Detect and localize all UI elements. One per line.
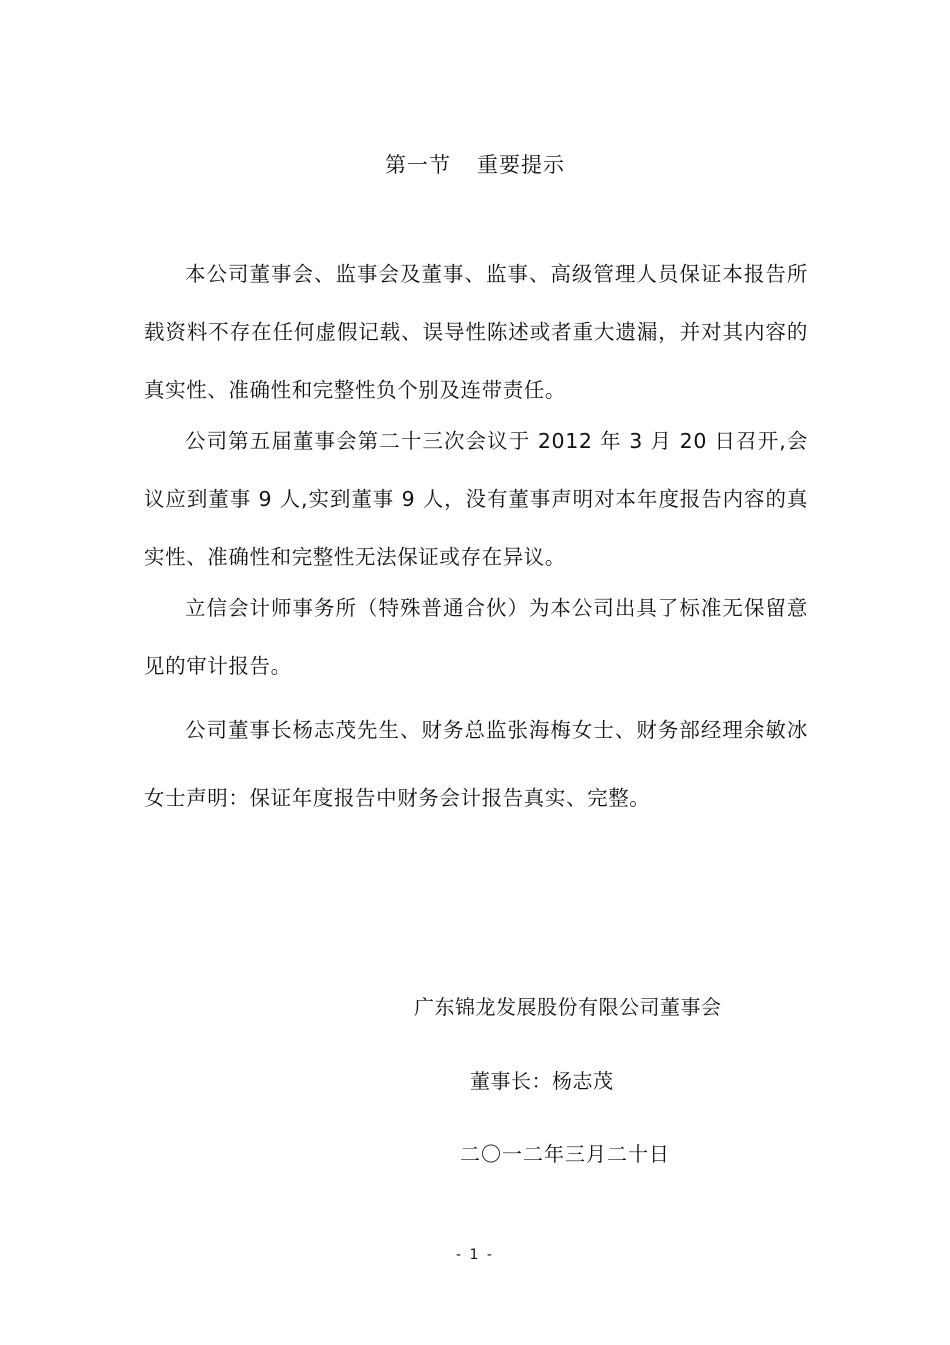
- signature-company: 广东锦龙发展股份有限公司董事会: [414, 995, 722, 1019]
- signature-date: 二〇一二年三月二十日: [460, 1142, 670, 1166]
- section-title: 重要提示: [477, 153, 565, 177]
- paragraph-board-meeting: 公司第五届董事会第二十三次会议于 2012 年 3 月 20 日召开,会议应到董事 9 人,实到董事 9 人，没有董事声明对本年度报告内容的真实性、准确性和完整性无法保证或存在异议。: [144, 429, 808, 569]
- paragraph-responsibility-statement: 本公司董事会、监事会及董事、监事、高级管理人员保证本报告所载资料不存在任何虚假记载、误导性陈述或者重大遗漏，并对其内容的真实性、准确性和完整性负个别及连带责任。: [144, 262, 808, 402]
- page-number: - 1 -: [456, 1247, 494, 1263]
- paragraph-financial-declaration: 公司董事长杨志茂先生、财务总监张海梅女士、财务部经理余敏冰女士声明：保证年度报告中财务会计报告真实、完整。: [144, 718, 808, 810]
- paragraph-audit-opinion: 立信会计师事务所（特殊普通合伙）为本公司出具了标准无保留意见的审计报告。: [144, 596, 808, 678]
- section-number: 第一节: [385, 153, 451, 177]
- section-heading: [0, 150, 950, 180]
- signature-chairman: 董事长：杨志茂: [470, 1069, 614, 1093]
